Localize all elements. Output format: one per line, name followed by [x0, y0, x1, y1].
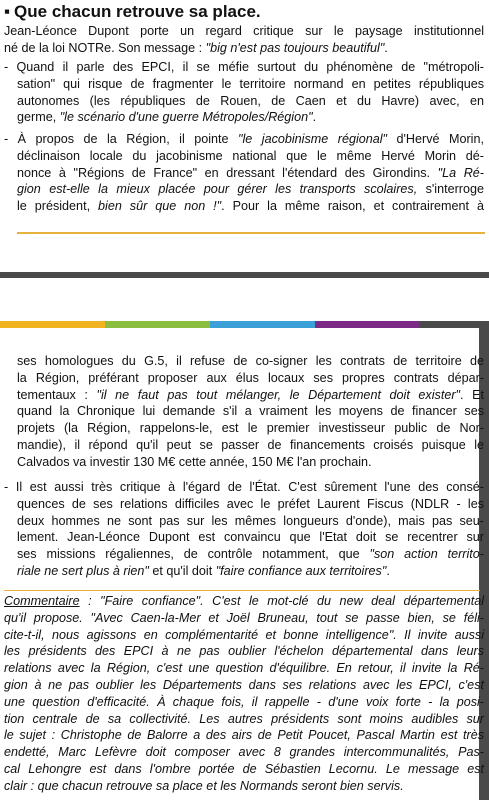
- quote-run: riale ne sert plus à rien": [17, 563, 149, 578]
- text-line: autonomes (les républiques de Rouen, de Caen et du Havre) avec, en: [17, 93, 484, 108]
- text-line: quences de ses relations difficiles avec le préfet Laurent Fiscus (NDLR - les: [17, 496, 484, 511]
- text-run: s'interroge: [417, 182, 485, 197]
- text-run: né de la loi NOTRe. Son message :: [4, 40, 206, 55]
- quote-run: gion est-elle la mieux placée pour gérer les transports scolaires,: [17, 182, 418, 197]
- bullet-region-continued: [4, 353, 484, 471]
- dark-band: [0, 272, 489, 278]
- text-line: [4, 131, 484, 148]
- text-run: . Pour la même raison, et contrairement à: [221, 199, 485, 214]
- text-run: nonce à "Régions de France" en dressant l'étendard des Girondins.: [17, 165, 438, 180]
- text-line: projets (la Région, rappelons-le, est le premier investisseur public de Nor-: [17, 421, 484, 436]
- band-segment-dark: [420, 321, 489, 328]
- band-segment-green: [105, 321, 210, 328]
- text-line: tion centrale de sa collectivité. Les autres présidents sont moins audibles sur: [4, 711, 484, 726]
- commentaire-label: Commentaire: [4, 594, 80, 608]
- text-line: - Il est aussi très critique à l'égard de l'État. C'est sûrement l'une des consé-: [4, 480, 484, 494]
- quote-run: "big n'est pas toujours beautiful": [205, 40, 385, 55]
- article-heading: [4, 2, 261, 22]
- text-line: déclinaison locale du jacobinisme national que le même Hervé Morin dé-: [17, 148, 484, 163]
- text-line: qu'il propose. "Avec Caen-la-Mer et Joël Bruneau, tout se passe bien, se féli-: [4, 610, 484, 625]
- text-run: et qu'il doit: [148, 563, 216, 578]
- text-run: le président,: [17, 199, 99, 214]
- band-segment-blue: [210, 321, 315, 328]
- text-line: [4, 40, 484, 57]
- text-line: quand la Chronique lui demande s'il a vraiment les moyens de financer ses: [17, 404, 484, 419]
- text-line: les présidents des EPCI à ne pas oublier l'échelon départemental dans leurs: [4, 644, 484, 659]
- band-segment-purple: [315, 321, 420, 328]
- quote-run: "il ne faut pas tout mélanger, le Département doit exister": [96, 387, 460, 402]
- text-run: . Et: [460, 387, 484, 402]
- color-band: [0, 321, 489, 328]
- text-line: mandie), il répond qu'il peut se passer de financements croisés puisque le: [17, 437, 484, 452]
- text-line: relations avec la Région, c'est une question d'équilibre. En retour, il invite la Ré-: [4, 661, 484, 676]
- text-run: .: [386, 563, 390, 578]
- text-line: [4, 387, 484, 404]
- text-line: Jean-Léonce Dupont porte un regard critique sur le paysage institutionnel: [4, 24, 484, 38]
- text-line: le sujet : Christophe de Balorre a des airs de Petit Poucet, Pascal Martin est très: [4, 728, 484, 743]
- text-line: Calvados va investir 130 M€ cette année, 150 M€ l'an prochain.: [17, 454, 372, 469]
- text-line: sation" qui risque de fragmenter le territoire normand en petites républiques: [17, 76, 484, 91]
- text-line: [4, 563, 484, 580]
- commentaire-paragraph: [4, 593, 484, 795]
- text-run: ses missions régaliennes, de contrôle notamment, que: [17, 547, 370, 562]
- quote-run: "La Ré-: [437, 165, 484, 180]
- text-line: cal Lehongre est dans l'ombre portée de Sébastien Lecornu. Le message est: [4, 761, 484, 776]
- commentaire-rule: [4, 590, 480, 591]
- text-line: clair : que chacun retrouve sa place et les Normands seront bien servis.: [4, 778, 404, 793]
- text-run: tementaux :: [17, 387, 97, 402]
- intro-paragraph: [4, 23, 484, 57]
- quote-run: bien sûr que non !": [98, 199, 222, 214]
- text-line: la Région, préférant proposer aux élus locaux ses propres contrats dépar-: [17, 370, 484, 385]
- text-run: : "Faire confiance". C'est le mot-clé du new deal départemental: [79, 594, 484, 608]
- quote-run: "le jacobinisme régional": [238, 132, 388, 146]
- text-line: endetté, Marc Lefèvre doit composer avec 8 grandes intercommunalités, Pas-: [4, 745, 484, 760]
- text-line: [4, 165, 484, 182]
- band-segment-yellow: [0, 321, 105, 328]
- text-run: .: [384, 40, 388, 55]
- text-line: deux hommes ne sont pas sur les mêmes longueurs d'onde), mais pas seu-: [17, 513, 484, 528]
- quote-run: "le scénario d'une guerre Métropoles/Région": [59, 110, 313, 125]
- gold-divider: [17, 232, 485, 234]
- text-line: cite-t-il, nous agissons en complémentarité et bonne intelligence". Il invite aussi: [4, 627, 484, 642]
- text-line: [4, 181, 484, 198]
- bullet-epci: [4, 59, 484, 126]
- text-line: [4, 198, 484, 215]
- text-run: - À propos de la Région, il pointe: [4, 132, 239, 146]
- text-run: d'Hervé Morin,: [387, 132, 484, 146]
- text-line: lement. Jean-Léonce Dupont est convaincu que l'Etat doit se recentrer sur: [17, 530, 484, 545]
- text-line: gion à ne pas oublier les Départements dans ses relations avec les EPCI, c'est: [4, 677, 484, 692]
- quote-run: "son action territo-: [369, 547, 484, 562]
- text-line: ses homologues du G.5, il refuse de co-signer les contrats de territoire de: [17, 354, 484, 368]
- text-line: [4, 546, 484, 563]
- text-line: - Quand il parle des EPCI, il se méfie surtout du phénomène de "métropoli-: [4, 60, 484, 74]
- heading-text: Que chacun retrouve sa place.: [14, 2, 261, 21]
- bullet-region: [4, 131, 484, 215]
- text-line: [4, 109, 484, 126]
- text-run: germe,: [17, 110, 60, 125]
- bullet-etat: [4, 479, 484, 580]
- quote-run: "faire confiance aux territoires": [215, 563, 387, 578]
- text-run: .: [312, 110, 317, 125]
- text-line: une question d'efficacité. À chaque fois, il rappelle - d'une voix forte - la posi-: [4, 694, 484, 709]
- text-line: [4, 593, 484, 610]
- bullet-square-icon: ▪: [4, 2, 11, 21]
